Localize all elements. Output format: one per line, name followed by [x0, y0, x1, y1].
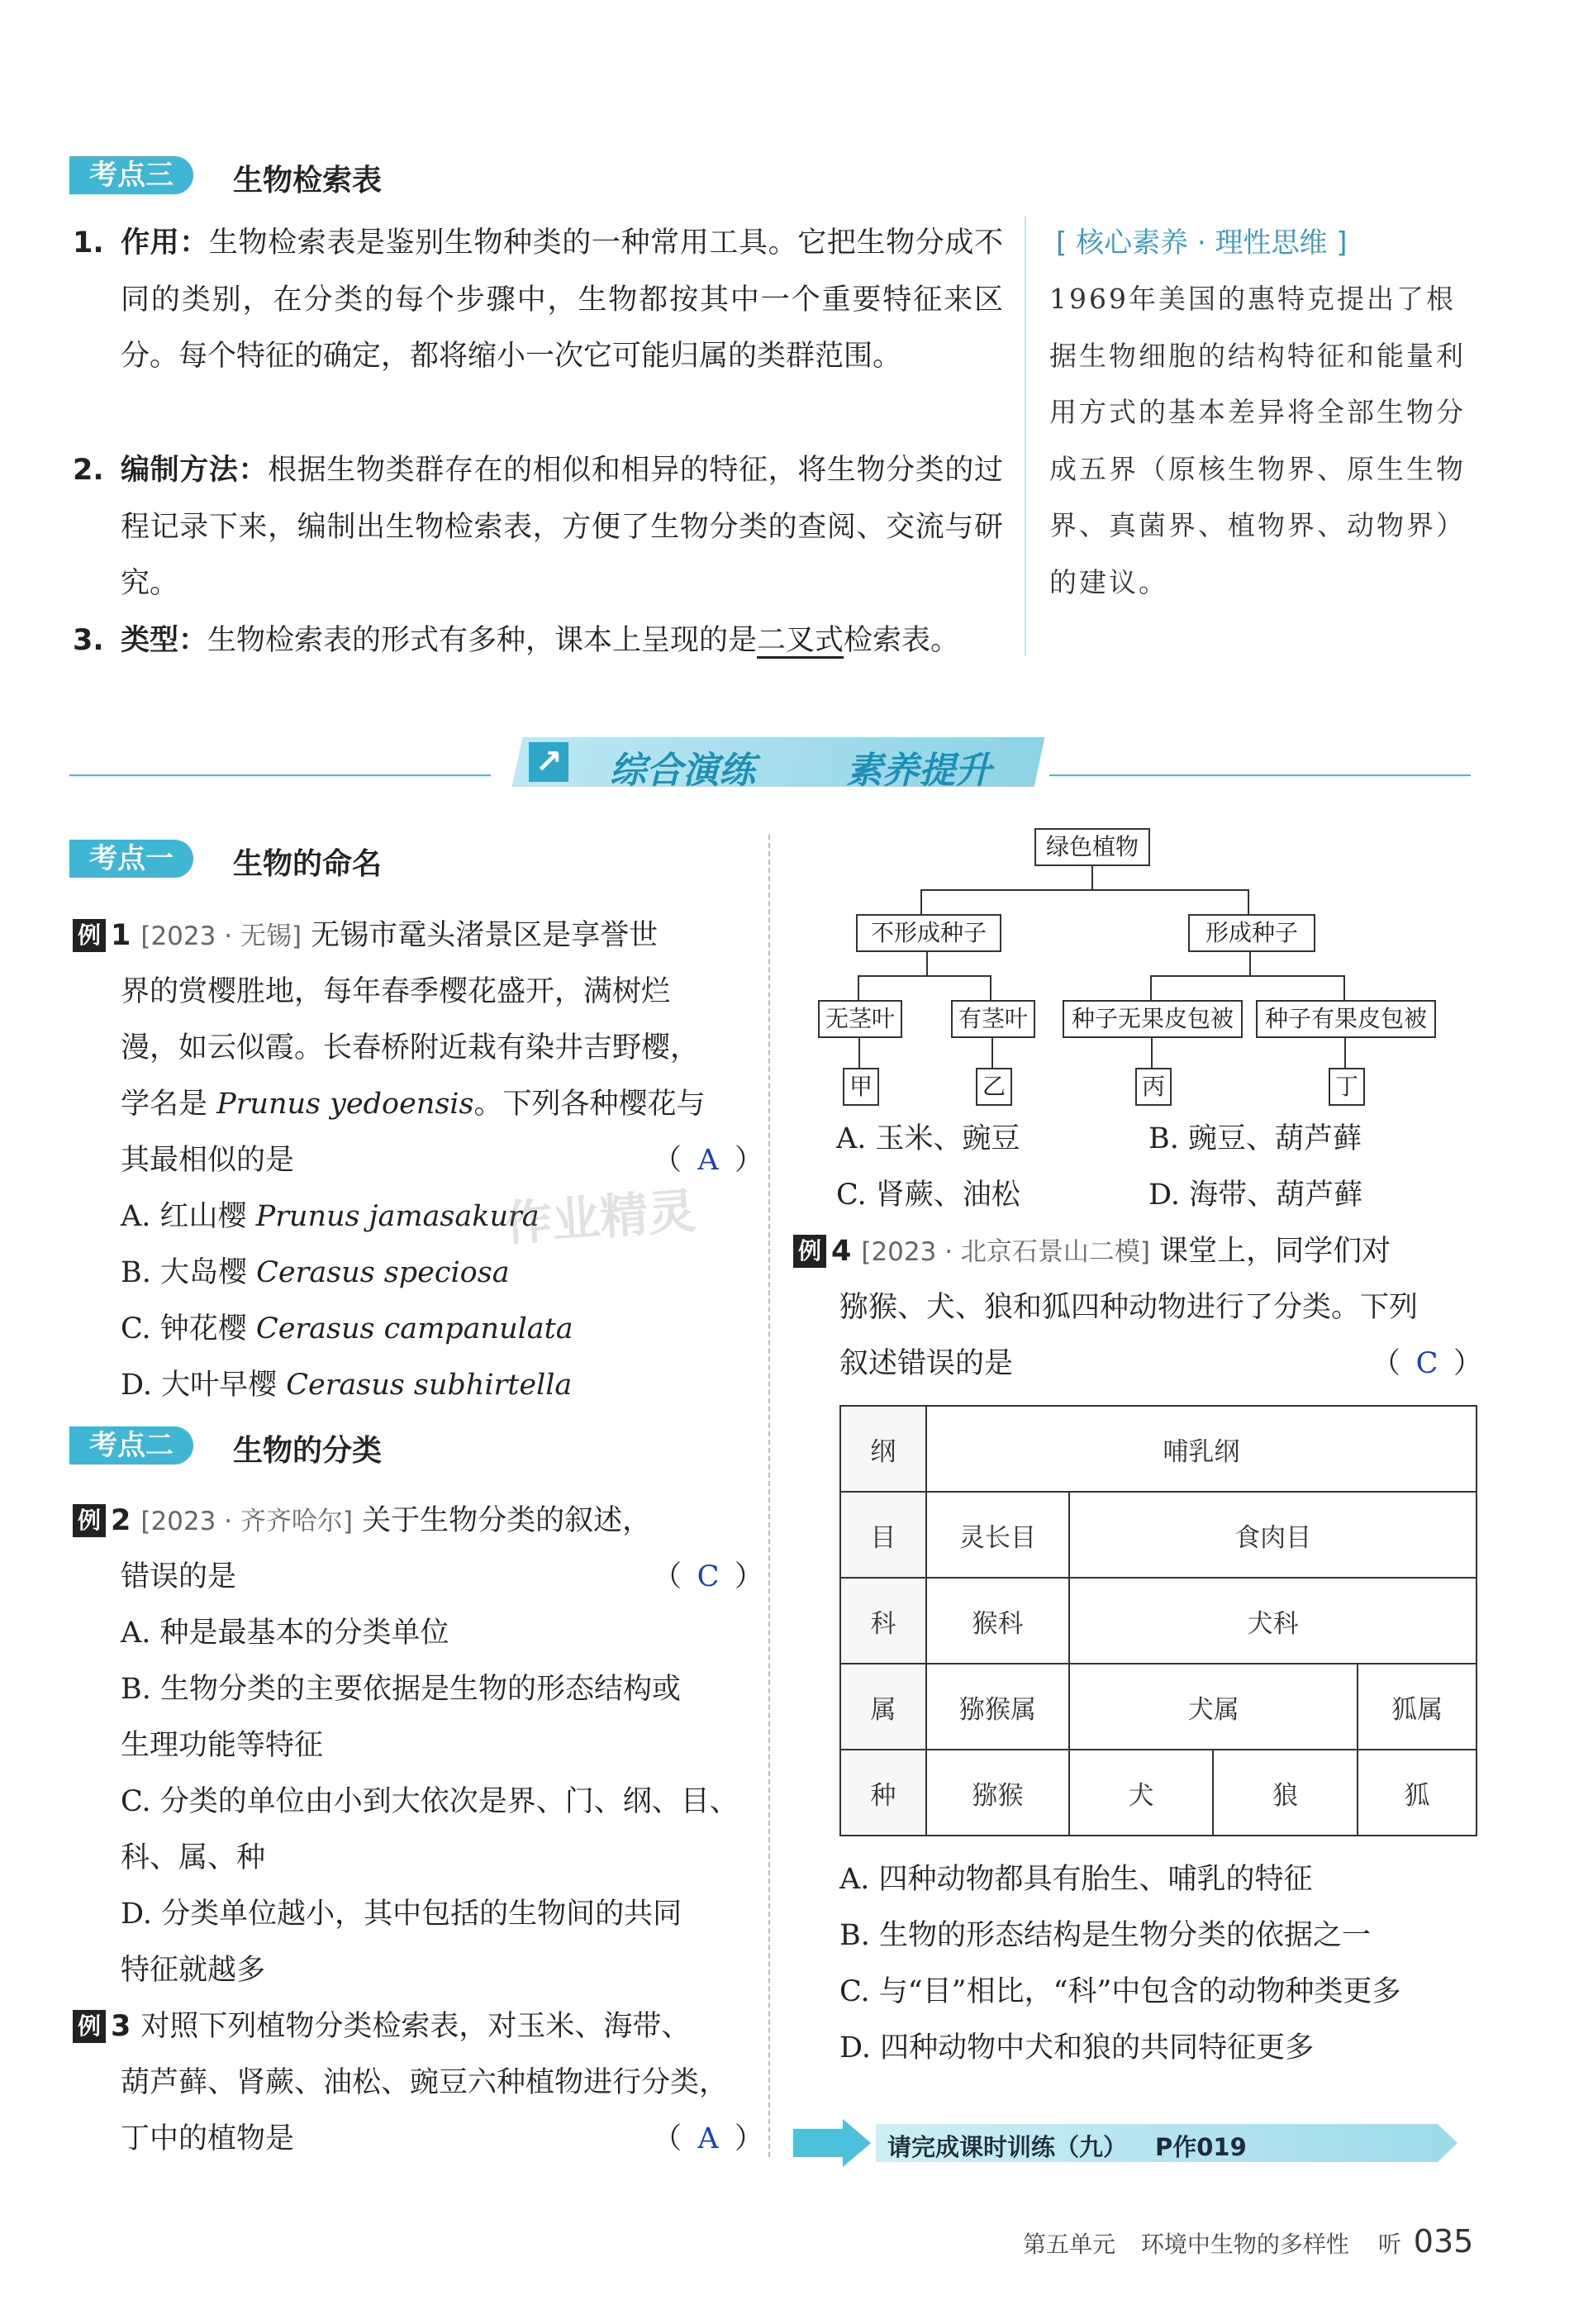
ex3-option-a: A. 玉米、豌豆 — [836, 1122, 1020, 1155]
ex4-line3: 叙述错误的是 — [839, 1347, 1014, 1380]
ex4-line2: 猕猴、犬、狼和狐四种动物进行了分类。下列 — [839, 1291, 1419, 1324]
tree-l2-stem: 有茎叶 — [951, 1000, 1035, 1038]
ex1-line2: 界的赏樱胜地，每年春季樱花盛开，满树烂 — [121, 975, 671, 1008]
ex2-answer: （ C ） — [653, 1560, 764, 1593]
ex4-text1: 课堂上，同学们对 — [1159, 1235, 1391, 1268]
table-row-shu: 属 猕猴属 犬属 狐属 — [840, 1664, 1476, 1750]
footer-page: 035 — [1413, 2223, 1474, 2260]
item-1 — [73, 215, 1003, 385]
ex3-option-d: D. 海带、葫芦藓 — [1148, 1179, 1363, 1212]
ex2-text1: 关于生物分类的叙述， — [362, 1504, 652, 1537]
tree-l3-ding: 丁 — [1329, 1068, 1365, 1106]
ex3-text1: 对照下列植物分类检索表，对玉米、海带、 — [140, 2010, 691, 2043]
watermark: 作业精灵 — [502, 1182, 698, 1252]
tree-l2-naked-seed: 种子无果皮包被 — [1063, 1000, 1243, 1038]
ex4-option-b: B. 生物的形态结构是生物分类的依据之一 — [839, 1919, 1371, 1952]
ex4-option-d: D. 四种动物中犬和狼的共同特征更多 — [839, 2031, 1315, 2064]
banner-rule-right — [1049, 774, 1471, 776]
classification-table — [839, 1405, 1477, 1836]
ex2-opt-b1: B. 生物分类的主要依据是生物的形态结构或 — [121, 1673, 681, 1706]
tree-root: 绿色植物 — [1034, 828, 1150, 866]
ex1-line4 — [121, 1081, 705, 1122]
ex1-line1 — [73, 912, 658, 954]
ex1-num: 1 — [111, 919, 131, 952]
ex1-text1: 无锡市鼋头渚景区是享誉世 — [311, 919, 659, 952]
item-3 — [73, 612, 1015, 669]
ex3-line3: 丁中的植物是 — [121, 2122, 295, 2155]
ex4-tag: 例 — [793, 1235, 826, 1268]
ex1-line4-a: 学名是 — [121, 1088, 217, 1121]
section-tag-2: 考点二 — [69, 1426, 193, 1464]
item-1-label: 作用： — [121, 226, 209, 260]
footer-chapter: 环境中生物的多样性 — [1140, 2231, 1349, 2258]
ex4-answer-letter: C — [1415, 1347, 1438, 1380]
section-tag-3: 考点三 — [69, 156, 193, 194]
ex4-option-a: A. 四种动物都具有胎生、哺乳的特征 — [839, 1863, 1313, 1896]
ex1-option-c: C. 钟花樱 Cerasus campanulata — [121, 1312, 573, 1345]
ex3-option-b: B. 豌豆、葫芦藓 — [1148, 1122, 1362, 1155]
item-3-text-before: 生物检索表的形式有多种，课本上呈现的是 — [207, 624, 758, 657]
ex1-option-d: D. 大叶早樱 Cerasus subhirtella — [121, 1369, 573, 1402]
ex2-opt-d1: D. 分类单位越小，其中包括的生物间的共同 — [121, 1898, 682, 1931]
homework-banner[interactable] — [793, 2119, 1471, 2167]
ex1-source: [2023 · 无锡] — [140, 922, 302, 951]
ex2-num: 2 — [111, 1504, 131, 1537]
banner-right: 素养提升 — [846, 750, 991, 792]
ex2-line1 — [73, 1498, 651, 1539]
core-heading: [ 核心素养 · 理性思维 ] — [1056, 226, 1348, 260]
ex4-answer: （ C ） — [1372, 1347, 1483, 1380]
ex3-tag: 例 — [73, 2010, 106, 2043]
ex3-answer: （ A ） — [653, 2122, 764, 2155]
item-1-text: 生物检索表是鉴别生物种类的一种常用工具。它把生物分成不同的类别，在分类的每个步骤中，生物都按其中一个重要特征来区分。每个特征的确定，都将缩小一次它可能归属的类群范围。 — [121, 226, 1003, 373]
banner-rule-left — [69, 774, 491, 776]
footer-unit: 第五单元 — [1023, 2231, 1116, 2258]
ex2-opt-c1: C. 分类的单位由小到大依次是界、门、纲、目、 — [121, 1785, 739, 1818]
tree-l3-jia: 甲 — [843, 1068, 879, 1106]
item-2-text: 根据生物类群存在的相似和相异的特征，将生物分类的过程记录下来，编制出生物检索表，方便了生物分类的查阅、交流与研究。 — [121, 454, 1003, 600]
section-title-1: 生物的命名 — [233, 847, 383, 881]
item-2 — [73, 442, 1003, 612]
ex4-line1 — [793, 1228, 1391, 1269]
item-3-num: 3. — [73, 624, 104, 657]
ex3-num: 3 — [111, 2010, 131, 2043]
table-row-zhong: 种 猕猴 犬 狼 狐 — [840, 1750, 1476, 1836]
ex4-source: [2023 · 北京石景山二模] — [861, 1237, 1151, 1267]
banner-left: 综合演练 — [610, 750, 755, 792]
ex1-line3: 漫，如云似霞。长春桥附近栽有染井吉野樱， — [121, 1031, 700, 1064]
ex2-line2: 错误的是 — [121, 1560, 237, 1593]
banner — [517, 734, 1046, 792]
item-3-underlined: 二叉式 — [757, 624, 844, 657]
footer-mark: 听 — [1377, 2231, 1401, 2258]
item-1-num: 1. — [73, 226, 104, 260]
page-footer — [1023, 2223, 1473, 2260]
ex1-answer-letter: A — [697, 1144, 719, 1177]
column-divider — [768, 835, 770, 2157]
ex2-opt-c2: 科、属、种 — [121, 1841, 266, 1874]
item-3-label: 类型： — [121, 624, 208, 657]
ex3-option-c: C. 肾蕨、油松 — [836, 1179, 1020, 1212]
ex2-opt-b2: 生理功能等特征 — [121, 1729, 324, 1762]
ex3-answer-letter: A — [697, 2122, 719, 2155]
ex4-option-c: C. 与“目”相比，“科”中包含的动物种类更多 — [839, 1975, 1401, 2008]
core-text: 1969年美国的惠特克提出了根据生物细胞的结构特征和能量利用方式的基本差异将全部生物分成五界（原核生物界、原生生物界、真菌界、植物界、动物界）的建议。 — [1049, 283, 1466, 598]
tree-l1-seed: 形成种子 — [1188, 914, 1315, 952]
tree-l3-yi: 乙 — [976, 1068, 1012, 1106]
item-2-num: 2. — [73, 454, 104, 487]
ex2-answer-letter: C — [697, 1560, 720, 1593]
table-row-mu: 目 灵长目 食肉目 — [840, 1492, 1476, 1578]
homework-page: P作019 — [1155, 2133, 1247, 2161]
homework-text: 请完成课时训练（九） — [887, 2133, 1128, 2161]
tree-l2-no-stem: 无茎叶 — [818, 1000, 902, 1038]
ex4-num: 4 — [831, 1235, 852, 1268]
ex1-option-a: A. 红山樱 Prunus jamasakura — [121, 1200, 540, 1233]
ex1-option-b: B. 大岛樱 Cerasus speciosa — [121, 1256, 510, 1289]
ex1-tag: 例 — [73, 919, 106, 952]
core-divider — [1025, 217, 1026, 656]
ex1-answer: （ A ） — [653, 1144, 764, 1177]
ex2-opt-d2: 特征就越多 — [121, 1954, 266, 1987]
table-row-ke: 科 猴科 犬科 — [840, 1578, 1476, 1664]
table-row-gang: 纲 哺乳纲 — [840, 1406, 1476, 1492]
tree-l2-covered-seed: 种子有果皮包被 — [1256, 1000, 1436, 1038]
section-title-2: 生物的分类 — [233, 1434, 383, 1468]
ex1-line5: 其最相似的是 — [121, 1144, 295, 1177]
item-2-label: 编制方法： — [121, 454, 269, 487]
tree-l3-bing: 丙 — [1135, 1068, 1172, 1106]
item-3-text-after: 检索表。 — [844, 624, 960, 657]
ex2-opt-a: A. 种是最基本的分类单位 — [121, 1617, 449, 1650]
ex1-latin: Prunus yedoensis — [216, 1088, 474, 1121]
ex3-line2: 葫芦藓、肾蕨、油松、豌豆六种植物进行分类， — [121, 2066, 729, 2099]
ex1-line4-b: 。下列各种樱花与 — [473, 1088, 706, 1121]
arrow-up-right-icon: ↗ — [529, 742, 568, 782]
ex3-line1 — [73, 2003, 690, 2045]
ex2-source: [2023 · 齐齐哈尔] — [140, 1507, 354, 1536]
section-title-3: 生物检索表 — [233, 164, 383, 198]
ex2-tag: 例 — [73, 1504, 106, 1537]
tree-l1-no-seed: 不形成种子 — [856, 914, 1001, 952]
section-tag-1: 考点一 — [69, 840, 193, 878]
